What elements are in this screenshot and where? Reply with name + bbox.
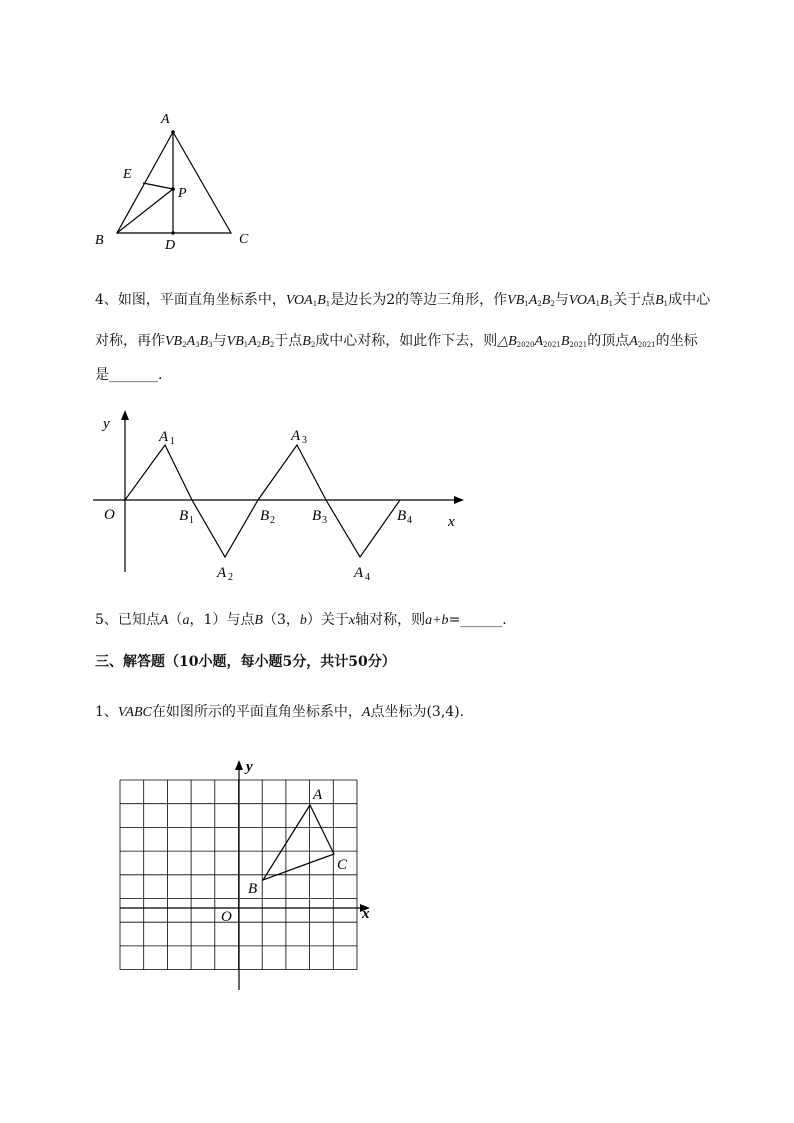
label-b1	[179, 508, 194, 526]
svg-text:2: 2	[270, 515, 275, 526]
grid-label-o: O	[221, 909, 232, 925]
label-x: x	[448, 514, 455, 530]
label-e: E	[123, 167, 132, 182]
q4-line-3: 是_______.	[95, 367, 163, 383]
label-a2	[216, 565, 233, 583]
q4-number: 4、	[95, 292, 118, 308]
q4-line-1: 4、如图，平面直角坐标系中，$VOA_1B_1$是边长为2的等边三角形，作$VB_1A_2B_2$与$VOA_1B_1$关于点$B_1$成中心	[95, 292, 711, 308]
zigzag-line	[125, 445, 400, 557]
triangle-abc-grid	[263, 805, 334, 880]
label-c: C	[239, 232, 249, 247]
svg-text:A: A	[159, 429, 169, 445]
label-y: y	[103, 416, 110, 432]
grid-y-arrow	[235, 760, 243, 770]
svg-text:A: A	[217, 565, 227, 581]
svg-text:B: B	[397, 508, 407, 524]
label-a1	[158, 429, 175, 447]
label-b4	[397, 508, 412, 526]
grid-label-b: B	[248, 881, 258, 897]
label-a3	[290, 428, 307, 446]
grid-label-y: y	[246, 759, 253, 775]
svg-text:B: B	[179, 508, 189, 524]
segment-ep	[143, 183, 173, 189]
triangle-abc	[117, 132, 231, 233]
svg-text:B: B	[312, 508, 322, 524]
svg-text:A: A	[291, 428, 301, 444]
section-3-title: 三、解答题（10小题，每小题5分，共计50分）	[95, 654, 396, 670]
label-a: A	[161, 112, 170, 127]
x-axis-arrow	[454, 496, 464, 504]
label-o: O	[104, 507, 115, 523]
svg-text:B: B	[260, 508, 270, 524]
svg-text:1: 1	[170, 436, 175, 447]
label-p: P	[178, 186, 187, 201]
grid-figure	[110, 755, 390, 995]
point-a	[171, 130, 175, 134]
svg-text:4: 4	[365, 572, 370, 583]
triangle-figure	[85, 105, 265, 255]
q5-line: 5、已知点A（a，1）与点B（3，b）关于x轴对称，则a+b=______.	[95, 612, 507, 628]
point-p	[171, 187, 175, 191]
label-b2	[260, 508, 275, 526]
label-d: D	[165, 238, 176, 253]
svg-text:1: 1	[189, 515, 194, 526]
svg-text:4: 4	[407, 515, 412, 526]
svg-text:3: 3	[302, 435, 307, 446]
label-b3	[312, 508, 327, 526]
svg-text:A: A	[354, 565, 364, 581]
segment-bp	[117, 189, 173, 233]
grid-label-c: C	[337, 857, 348, 873]
q4-line-2: 对称，再作$VB_2A_3B_3$与$VB_1A_2B_2$于点$B_2$成中心对称，如此作下去，则$\triangle B_{2020}A_{2021}B_{2021}$的顶点$A_{2021}$的坐标	[95, 333, 698, 349]
svg-text:3: 3	[322, 515, 327, 526]
label-a4	[353, 565, 370, 583]
label-b: B	[95, 233, 104, 248]
point-d	[171, 231, 175, 235]
grid-label-a: A	[313, 787, 323, 803]
svg-text:2: 2	[228, 572, 233, 583]
grid-label-x: x	[362, 906, 370, 922]
s3-q1-line: 1、VABC在如图所示的平面直角坐标系中，A点坐标为(3,4).	[95, 704, 465, 720]
y-axis-arrow	[121, 410, 129, 420]
zigzag-figure	[90, 408, 480, 588]
